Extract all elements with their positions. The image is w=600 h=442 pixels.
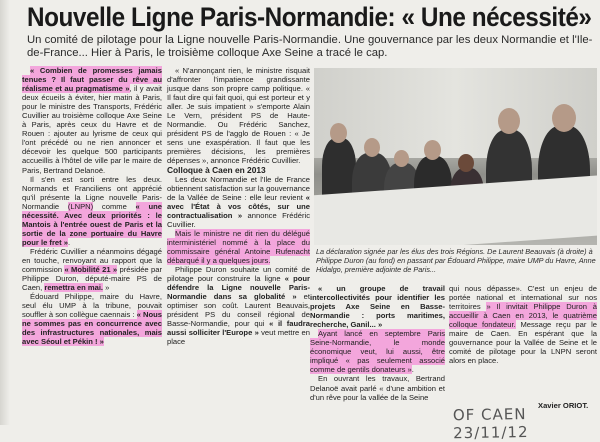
col2-paragraph-1 [167,66,310,166]
col4-p1-text-a: qui nous dépasse». C'est un enjeu de portée national et international sur nos territoires [449,284,597,312]
col2-p2-bold: « avec l'État à vos côtés, sur une contractualisation » [167,192,310,220]
col1-p3-text-a: Frédéric Cuvillier a néanmoins dégagé en touche, renvoyant au rapport que la commission [22,246,162,275]
author-signature: Xavier ORIOT. [538,401,589,410]
col2-p2-text-a: Les deux Normandie et l'Ile de France obtiennent satisfaction sur la gouvernance de la Vallée de Seine : elle leur revient [167,174,310,202]
column-1 [22,66,162,346]
col4-p1-text-b: Message reçu par le maire de Caen. En espérant que la gouvernance pour la Vallée de Seine et le comité de pilotage pour la LNPN seront alors en place. [449,320,597,366]
col2-p4-text-c: veut mettre en place [167,328,310,347]
column-3 [310,284,445,402]
photo-person-head [458,154,474,172]
highlight-caen-2013: » Il invitait Philippe Duron à accueillir à Caen en 2013, le quatrième colloque fondateur. [449,302,597,330]
highlight-lnpn: (LNPN) [67,201,94,211]
highlight-concurrence: « Nous ne sommes pas en concurrence avec des infrastructures nationales, mais avec Séoul et Pékin ! » [22,310,163,347]
photo-person-head [498,108,520,134]
highlight-monde-economique: Ayant lancé en septembre Paris Seine-Normandie, le monde économique veut, lui aussi, être impliqué « pas seulement associé comme de gentils donateurs » [310,329,445,375]
col1-p2-text-c: . [68,237,71,247]
highlight-priorities: « une nécessité. Avec deux priorités : le Mantois à l'entrée ouest de Paris et la sortie de la zone portuaire du Havre pour le fret » [22,201,162,247]
col1-p2-text-b: comme [93,201,136,211]
col2-p2-text-b: annonce Frédéric Cuvillier. [167,210,310,229]
col1-p4-text-a: Édouard Philippe, maire du Havre, seul élu UMP à la tribune, pouvait souffler à son collègue caennais : [22,292,162,320]
col2-paragraph-3 [167,229,310,265]
col2-paragraph-2 [167,175,310,229]
article-photo [314,68,597,245]
col2-p4-bold-2: « il faudra aussi solliciter l'Europe » [167,319,310,338]
col3-p1-bold: « un groupe de travail intercollectivités pour identifier les projets Axe Seine en Basse-Normandie : ports maritimes, recherche, Ganil... » [310,284,445,330]
col1-p3-text-c: » [103,283,110,293]
col2-p1-text: « N'annonçant rien, le ministre risquait d'affronter l'impatience grandissante jusque dans son propre camp politique. « Il faut dire qui fait quoi, qui est porteur et y aller. Je suis impatient » s'emporte Alain Le Vern, président PS de Haute-Normandie. Ou Frédéric Sanchez, président PS de l'agglo de Rouen : « Je sens une exaspération. Il faut que les premières décisions, les premières dépenses », annonce Frédéric Cuvillier. [167,66,310,166]
col2-p4-text-a: Philippe Duron souhaite un comité de pilotage pour construire la ligne [167,265,310,284]
col3-p2-text-c: . [411,365,414,375]
col1-p3-text-b: présidée par Philippe Duron, député-maire PS de Caen, [22,265,162,293]
headline: Nouvelle Ligne Paris-Normandie: « Une nécessité» [27,2,592,32]
photo-person-head [330,123,347,143]
column-2 [167,66,310,346]
col2-p4-bold: « pour défendre la Ligne nouvelle Paris-Normandie dans sa globalité » [167,274,310,302]
col1-paragraph-3 [22,247,162,292]
col3-paragraph-3 [310,374,445,401]
col1-p1-text: , il y avait deux écueils à éviter, hier matin à Paris, pour le ministre des Transports, Frédéric Cuvillier au troisième colloque Axe Seine à Paris, après ceux du Havre et de Rouen : ajouter au lyrisme de ceux qui l'ont précédé ou ne rien annoncer et décevoir les quelque 500 participants accueillis à l'hôtel de ville par le maire de Paris, Bertrand Delanoë. [22,84,162,175]
highlight-remettra: remettra en mai. [44,283,104,293]
col3-p3-text: En ouvrant les travaux, Bertrand Delanoë avait parlé « d'une ambition et d'un rêve pour la vallée de la Seine [310,374,445,402]
standfirst: Un comité de pilotage pour la Ligne nouvelle Paris-Normandie. Une gouvernance par les deux Normandie et l'Ile-de-France... Hier à Paris, le troisième colloque Axe Seine a tracé le cap. [27,34,593,60]
col3-paragraph-2 [310,329,445,374]
photo-person-head [424,140,441,160]
col1-paragraph-4 [22,292,162,346]
col1-paragraph-1 [22,66,162,175]
highlight-delegue: Mais le ministre ne dit rien du délégué interministériel nommé à la place du commissaire général Antoine Rufenacht débarqué il y a quelques jours. [167,228,310,265]
page-edge [0,0,10,425]
column-4 [449,284,597,365]
photo-person-head [394,150,409,167]
col3-paragraph-1 [310,284,445,329]
photo-person-head [552,104,576,132]
highlight-quote: « Combien de promesses jamais tenues ? Il faut passer du rêve au réalisme et au pragmatisme » [22,66,162,94]
col4-paragraph-1 [449,284,597,365]
handwritten-source-note: OF CAEN 23/11/12 [452,405,529,442]
col1-p2-text-a: Il s'en est sorti entre les deux. Normands et Franciliens ont apprécié qu'il présente la Ligne nouvelle Paris-Normandie [22,174,162,211]
highlight-mobilite: « Mobilité 21 » [64,265,118,275]
photo-caption: La déclaration signée par les élus des trois Régions. De Laurent Beauvais (à droite) à Philippe Duron (au fond) en passant par Édouard Philippe, maire UMP du Havre, Anne Hidalgo, première adjointe de Paris... [316,247,596,274]
photo-person-head [364,138,380,157]
col2-paragraph-4 [167,265,310,346]
col2-p4-text-b: et optimiser son coût. Laurent Beauvais, président PS du conseil régional de Basse-Normandie, pour qui [167,292,311,329]
col1-paragraph-2 [22,175,162,247]
subheading: Colloque à Caen en 2013 [167,164,266,175]
